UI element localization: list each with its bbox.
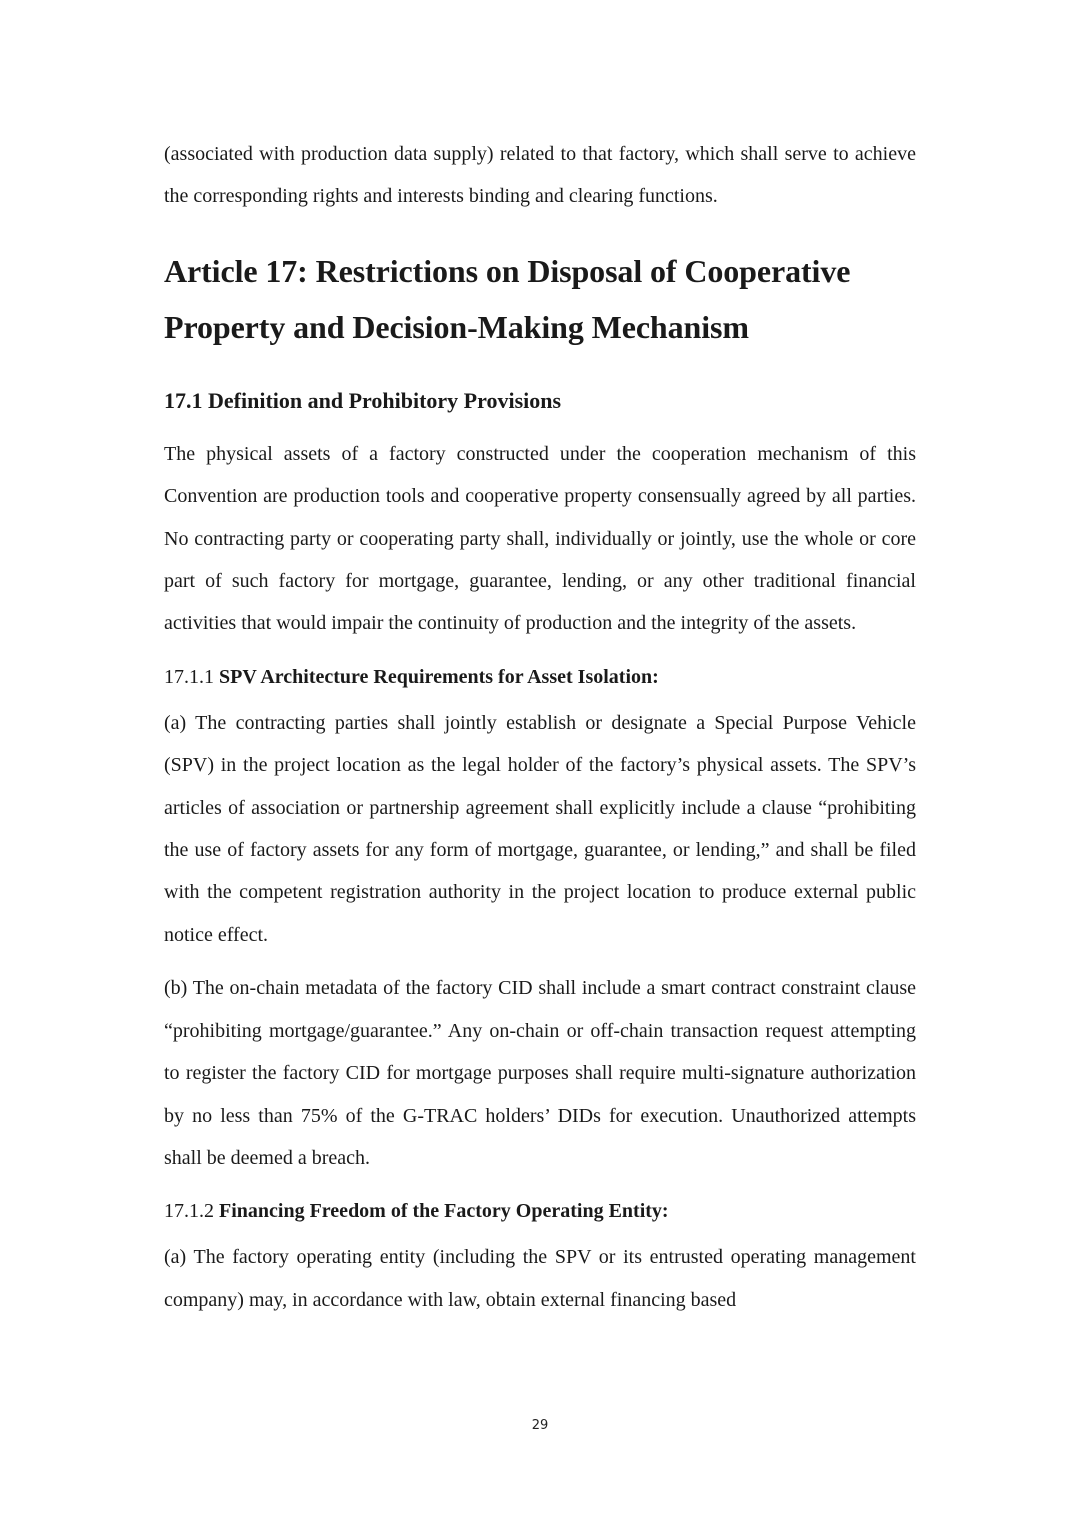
subsection-number: 17.1.1 — [164, 665, 214, 688]
subsection-title: SPV Architecture Requirements for Asset Isolation: — [219, 665, 659, 688]
subsection-heading-17-1-1 — [164, 663, 916, 691]
section-heading-17-1: 17.1 Definition and Prohibitory Provisions — [164, 387, 562, 413]
page-number: 29 — [531, 1418, 549, 1433]
subsection-17-1-1-item-b: (b) The on-chain metadata of the factory CID shall include a smart contract constraint clause “prohibiting mortgage/guarantee.” Any on-chain or off-chain transaction request attempting to register the factory CID for mortgage purposes shall require multi-signature authorization by no less than 75% of the G-TRAC holders’ DIDs for execution. Unauthorized attempts shall be deemed a breach. — [164, 977, 916, 1169]
article-title — [164, 243, 916, 355]
intro-paragraph: (associated with production data supply) related to that factory, which shall serve to achieve the corresponding rights and interests binding and clearing functions. — [164, 143, 916, 208]
article-title-line-1: Article 17: Restrictions on Disposal of Cooperative — [164, 252, 851, 289]
article-title-line-2: Property and Decision-Making Mechanism — [164, 308, 749, 345]
subsection-heading-17-1-2 — [164, 1197, 916, 1225]
subsection-number: 17.1.2 — [164, 1200, 214, 1223]
subsection-17-1-2-item-a: (a) The factory operating entity (including the SPV or its entrusted operating management company) may, in accordance with law, obtain external financing based — [164, 1246, 916, 1311]
section-17-1-paragraph: The physical assets of a factory constructed under the cooperation mechanism of this Convention are production tools and cooperative property consensually agreed by all parties. No contracting party or cooperating party shall, individually or jointly, use the whole or core part of such factory for mortgage, guarantee, lending, or any other traditional financial activities that would impair the continuity of production and the integrity of the assets. — [164, 442, 916, 635]
subsection-title: Financing Freedom of the Factory Operating Entity: — [219, 1200, 669, 1223]
subsection-17-1-1-item-a: (a) The contracting parties shall jointly establish or designate a Special Purpose Vehicle (SPV) in the project location as the legal holder of the factory’s physical assets. The SPV’s articles of association or partnership agreement shall explicitly include a clause “prohibiting the use of factory assets for any form of mortgage, guarantee, or lending,” and shall be filed with the competent registration authority in the project location to produce external public notice effect. — [164, 711, 916, 946]
document-page — [164, 133, 916, 1321]
